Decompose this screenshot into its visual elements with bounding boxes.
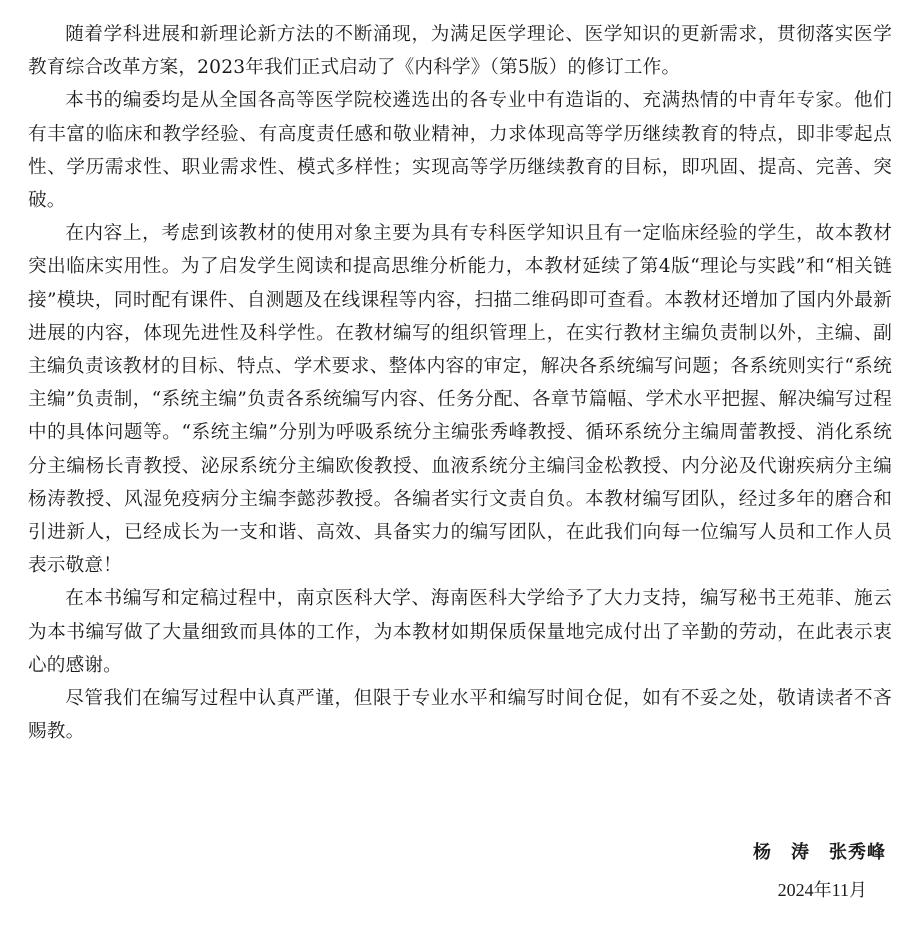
paragraph-content-and-management: 在内容上，考虑到该教材的使用对象主要为具有专科医学知识且有一定临床经验的学生，故本教材突出临床实用性。为了启发学生阅读和提高思维分析能力，本教材延续了第4版“理论与实践”和“相关链接”模块，同时配有课件、自测题及在线课程等内容，扫描二维码即可查看。本教材还增加了国内外最新进展的内容，体现先进性及科学性。在教材编写的组织管理上，在实行教材主编负责制以外，主编、副主编负责该教材的目标、特点、学术要求、整体内容的审定，解决各系统编写问题；各系统则实行“系统主编”负责制，“系统主编”负责各系统编写内容、任务分配、各章节篇幅、学术水平把握、解决编写过程中的具体问题等。“系统主编”分别为呼吸系统分主编张秀峰教授、循环系统分主编周蕾教授、消化系统分主编杨长青教授、泌尿系统分主编欧俊教授、血液系统分主编闫金松教授、内分泌及代谢疾病分主编杨涛教授、风湿免疫病分主编李懿莎教授。各编者实行文责自负。本教材编写团队，经过多年的磨合和引进新人，已经成长为一支和谐、高效、具备实力的编写团队，在此我们向每一位编写人员和工作人员表示敬意！ (28, 223, 892, 577)
paragraph-revision-intro: 随着学科进展和新理论新方法的不断涌现，为满足医学理论、医学知识的更新需求，贯彻落实医学教育综合改革方案，2023年我们正式启动了《内科学》（第5版）的修订工作。 (28, 24, 892, 79)
preface-body (28, 18, 892, 748)
paragraph-closing-request: 尽管我们在编写过程中认真严谨，但限于专业水平和编写时间仓促，如有不妥之处，敬请读者不吝赐教。 (28, 688, 892, 743)
author-signature: 杨 涛 张秀峰 (753, 842, 886, 863)
paragraph-acknowledgements: 在本书编写和定稿过程中，南京医科大学、海南医科大学给予了大力支持，编写秘书王苑菲、施云为本书编写做了大量细致而具体的工作，为本教材如期保质保量地完成付出了辛勤的劳动，在此表示衷心的感谢。 (28, 588, 892, 676)
paragraph-editorial-board: 本书的编委均是从全国各高等医学院校遴选出的各专业中有造诣的、充满热情的中青年专家。他们有丰富的临床和教学经验、有高度责任感和敬业精神，力求体现高等学历继续教育的特点，即非零起点性、学历需求性、职业需求性、模式多样性；实现高等学历继续教育的目标，即巩固、提高、完善、突破。 (28, 90, 892, 212)
signature-date: 2024年11月 (777, 880, 867, 900)
